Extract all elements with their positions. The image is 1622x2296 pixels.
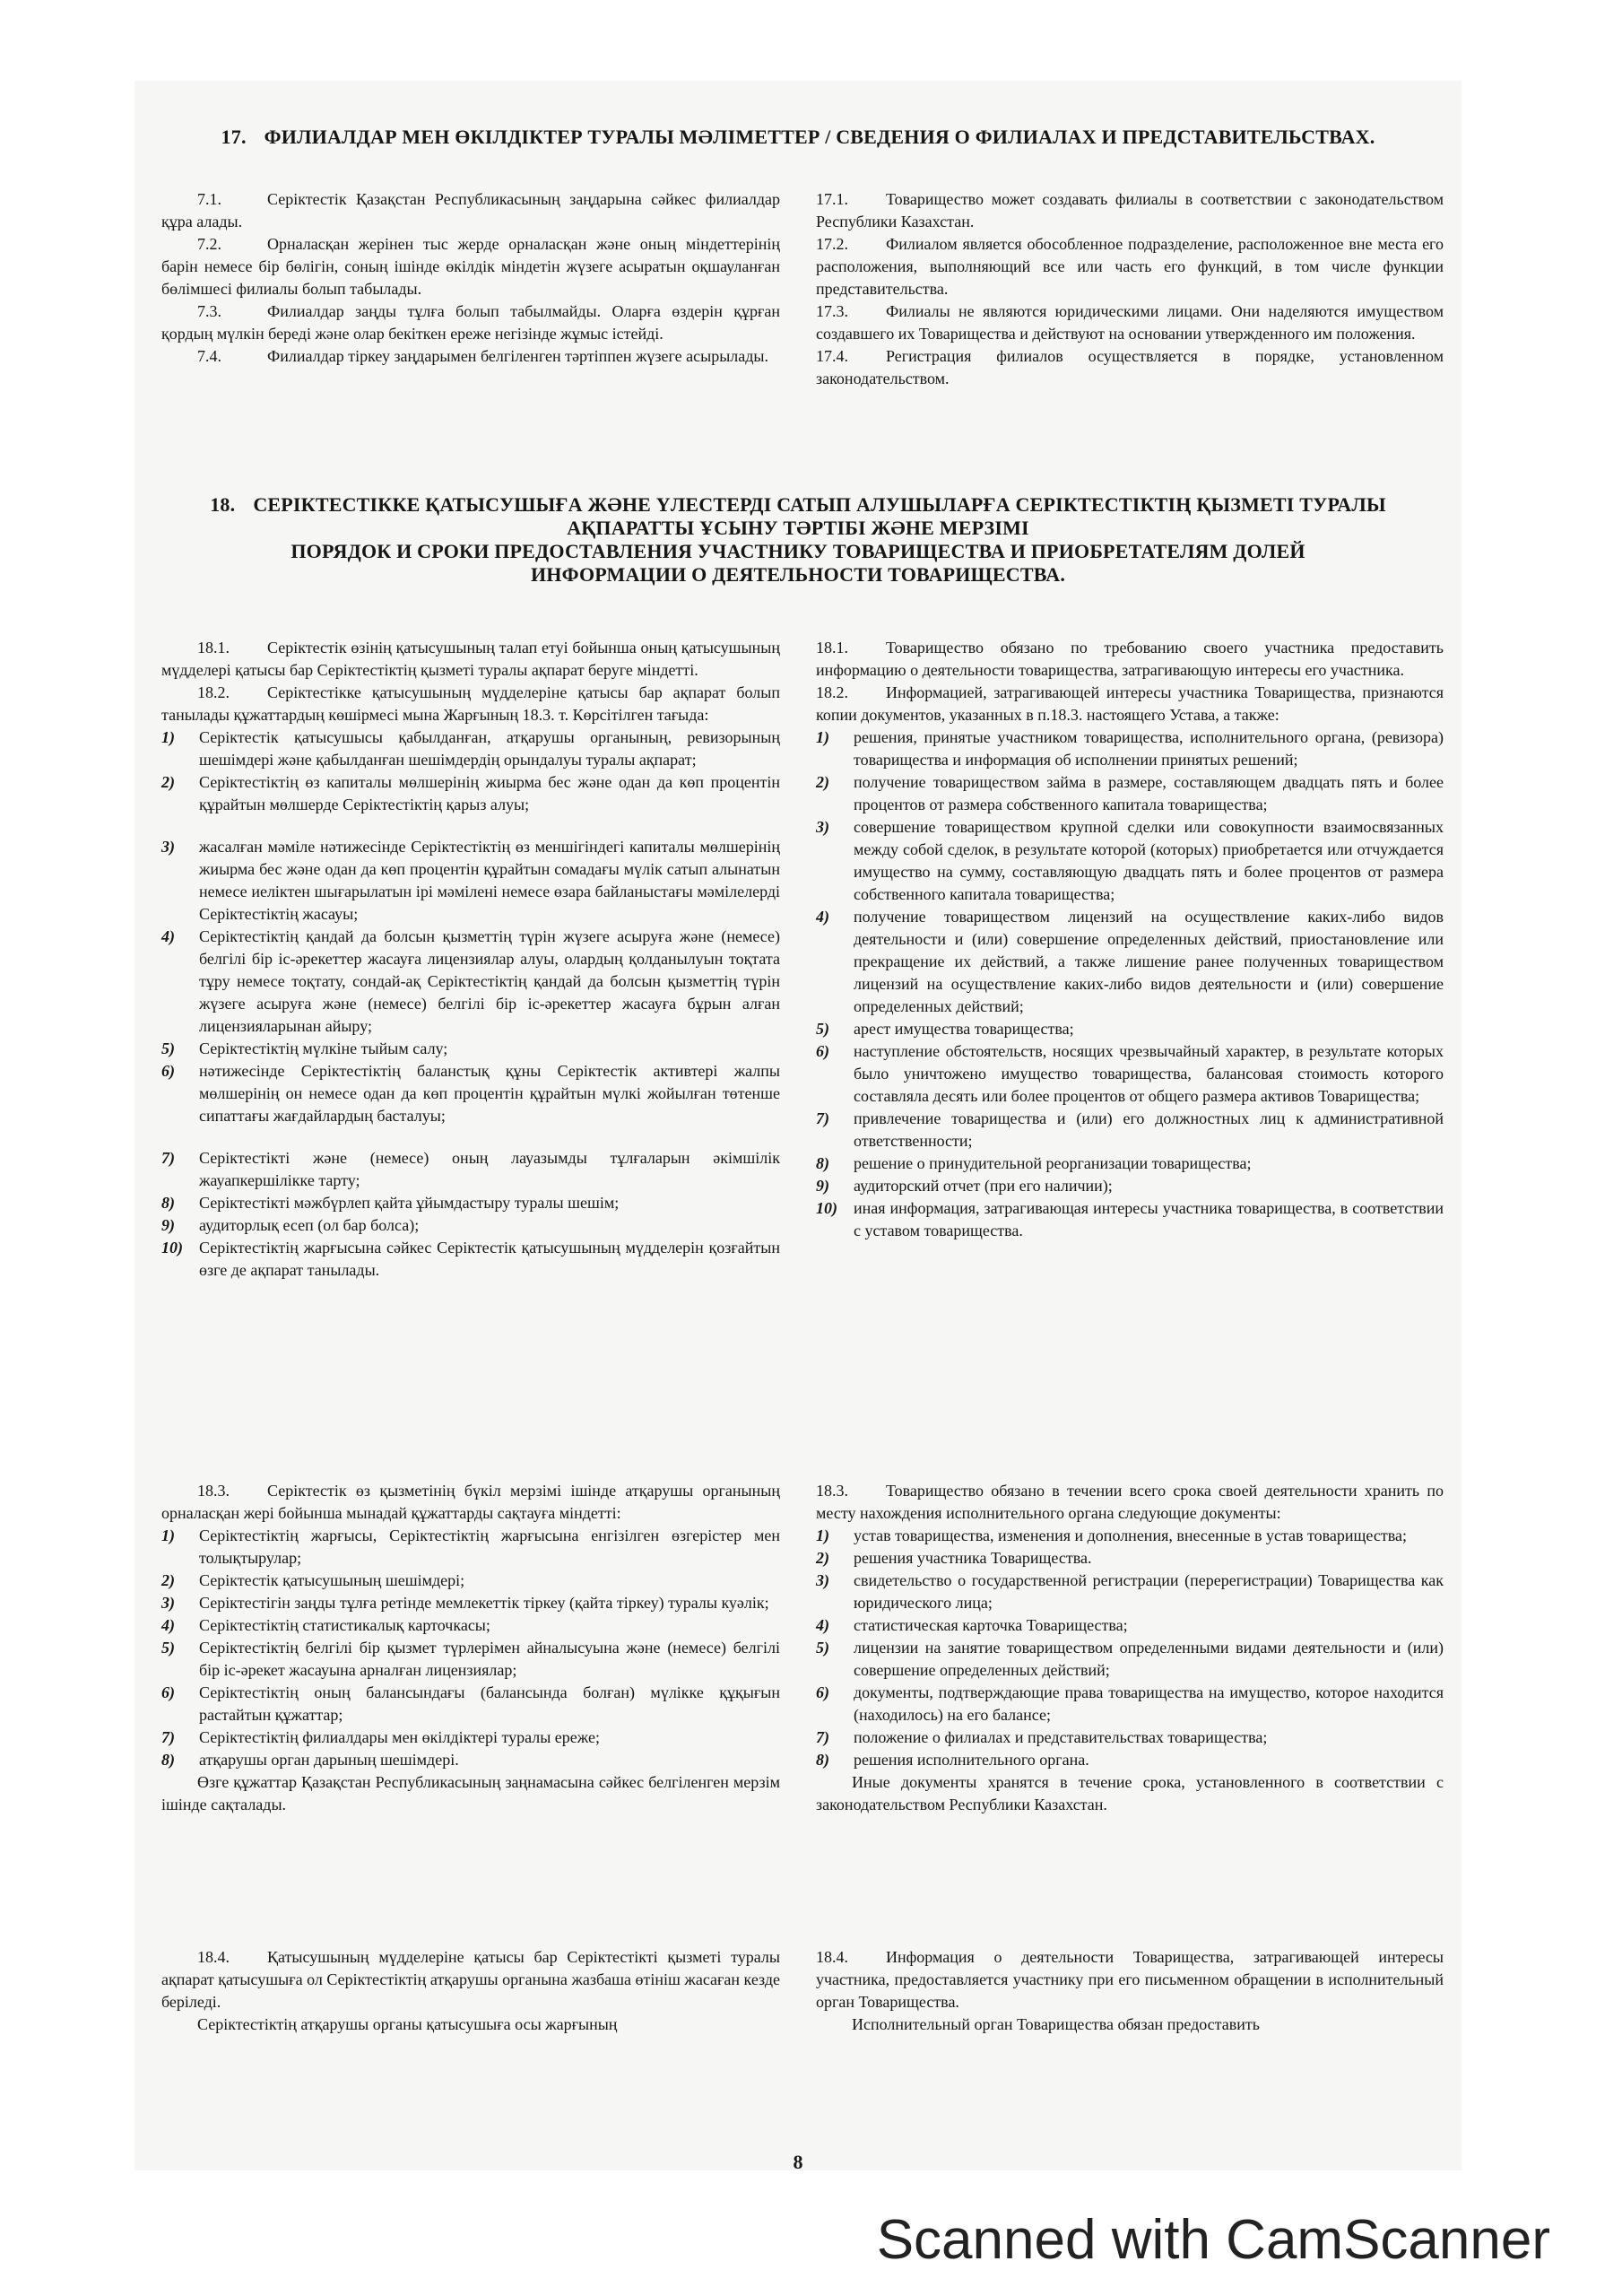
list-item: 5) арест имущества товарищества; <box>816 1020 1074 1038</box>
list-item: 6) наступление обстоятельств, носящих чрезвычайный характер, в результате которых было уничтожено имущество товарищества, балансовая стоимость которого составляла десять или более процентов от общего размера активов Товарищества; <box>816 1042 1444 1105</box>
paragraph: Исполнительный орган Товарищества обязан предоставить <box>852 2015 1260 2033</box>
paragraph: 17.2. Филиалом является обособленное подразделение, расположенное вне места его расположения, выполняющий все или часть его функций, в том числе функции представительства. <box>816 235 1444 298</box>
paragraph: 18.1. Серіктестік өзінің қатысушының талап етуі бойынша оның қатысушының мүдделері қатысы бар Серіктестіктің қызметі туралы ақпарат беруге міндетті. <box>161 639 780 679</box>
list-item: 2) Серіктестік қатысушының шешімдері; <box>161 1571 465 1589</box>
page-number: 8 <box>793 2151 803 2173</box>
list-item: 2) решения участника Товарищества. <box>816 1549 1092 1567</box>
section-18-3-ru <box>816 1480 1444 1816</box>
paragraph: 18.3. Серіктестік өз қызметінің бүкіл мерзімі ішінде атқарушы органының орналасқан жері бойынша мынадай құжаттарды сақтауға міндетті: <box>161 1482 780 1522</box>
paragraph: 7.4. Филиалдар тіркеу заңдарымен белгіленген тәртіппен жүзеге асырылады. <box>197 347 769 365</box>
paragraph: 7.3. Филиалдар заңды тұлға болып табылмайды. Оларға өздерін құрған қордың мүлкін береді және олар бекіткен ереже негізінде жұмыс істейді. <box>161 302 780 343</box>
paragraph: 7.2. Орналасқан жерінен тыс жерде орналасқан және оның міндеттерінің барін немесе бір бөлігін, соның ішінде өкілдік міндетін жүзеге асыратын оқшауланған бөлімшесі филиалы болып табылады. <box>161 235 780 298</box>
list-item: 4) статистическая карточка Товарищества; <box>816 1616 1128 1634</box>
list-item: 6) нәтижесінде Серіктестіктің баланстық құны Серіктестік активтері жалпы мөлшерінің он немесе одан да көп процентін құрайтын мүлкі жойылған төтенше сипаттағы жағдайлардың басталуы; <box>161 1062 780 1125</box>
list-item: 7) Серіктестікті және (немесе) оның лауазымды тұлғаларын әкімшілік жауапкершілікке тарту; <box>161 1149 780 1189</box>
paragraph: 17.3. Филиалы не являются юридическими лицами. Они наделяются имуществом создавшего их Товарищества и действуют на основании утвержденного им положения. <box>816 302 1444 343</box>
list-item: 9) аудиторлық есеп (ол бар болса); <box>161 1216 420 1234</box>
list-item: 7) Серіктестіктің филиалдары мен өкілдіктері туралы ереже; <box>161 1728 600 1746</box>
list-item: 10) иная информация, затрагивающая интересы участника товарищества, в соответствии с уставом товарищества. <box>816 1199 1444 1239</box>
section-17-title: 17. ФИЛИАЛДАР МЕН ӨКІЛДІКТЕР ТУРАЛЫ МӘЛІМЕТТЕР / СВЕДЕНИЯ О ФИЛИАЛАХ И ПРЕДСТАВИТЕЛЬСТВАХ. <box>221 126 1375 148</box>
list-item: 8) решения исполнительного органа. <box>816 1751 1089 1769</box>
paragraph: 18.4. Қатысушының мүдделеріне қатысы бар Серіктестікті қызметі туралы ақпарат қатысушыға ол Серіктестіктің атқарушы органына жазбаша өтініш жасаған кезде беріледі. <box>161 1948 780 2011</box>
list-item: 5) Серіктестіктің белгілі бір қызмет түрлерімен айналысуына және (немесе) белгілі бір іс-әрекет жасауына арналған лицензиялар; <box>161 1639 780 1679</box>
paragraph: 18.2. Серіктестікке қатысушының мүдделеріне қатысы бар ақпарат болып танылады құжаттардың көшірмесі мына Жарғының 18.3. т. Көрсітілген тағыда: <box>161 683 780 724</box>
list-item: 7) привлечение товарищества и (или) его должностных лиц к административной ответственности; <box>816 1109 1444 1150</box>
list-item: 3) совершение товариществом крупной сделки или совокупности взаимосвязанных между собой сделок, в результате которой (которых) приобретается или отчуждается имущество на сумму, составляющую двадцать пять и более процентов от размера собственного капитала товарищества; <box>816 818 1444 903</box>
list-item: 5) лицензии на занятие товариществом определенными видами деятельности и (или) совершение определенных действий; <box>816 1639 1444 1679</box>
paragraph: 18.3. Товарищество обязано в течении всего срока своей деятельности хранить по месту нахождения исполнительного органа следующие документы: <box>816 1482 1444 1522</box>
paragraph: Иные документы хранятся в течение срока, установленного в соответствии с законодательством Республики Казахстан. <box>816 1773 1444 1813</box>
list-item: 5) Серіктестіктің мүлкіне тыйым салу; <box>161 1039 448 1057</box>
list-item: 10) Серіктестіктің жарғысына сәйкес Серіктестік қатысушының мүдделерін қозғайтын өзге де ақпарат танылады. <box>161 1239 780 1279</box>
section-17-kz <box>161 188 780 368</box>
list-item: 4) получение товариществом лицензий на осуществление каких-либо видов деятельности и (или) совершение определенных действий, приостановление или прекращение их действий, а также лишение ранее полученных товариществом лицензий на осуществление каких-либо видов деятельности и (или) совершение определенных действий; <box>816 908 1444 1015</box>
list-item: 8) Серіктестікті мәжбүрлеп қайта ұйымдастыру туралы шешім; <box>161 1194 620 1212</box>
section-18-title: 18. СЕРІКТЕСТІККЕ ҚАТЫСУШЫҒА ЖӘНЕ ҮЛЕСТЕРДІ САТЫП АЛУШЫЛАРҒА СЕРІКТЕСТІКТІҢ ҚЫЗМЕТІ ТУРАЛЫ АҚПАРАТТЫ ҰСЫНУ ТӘРТІБІ ЖӘНЕ МЕРЗІМІ ПОРЯДОК И СРОКИ ПРЕДОСТАВЛЕНИЯ УЧАСТНИКУ ТОВАРИЩЕСТВА И ПРИОБРЕТАТЕЛЯМ ДОЛЕЙ ИНФОРМАЦИИ О ДЕЯТЕЛЬНОСТИ ТОВАРИЩЕСТВА. <box>210 493 1386 586</box>
list-item: 3) Серіктестігін заңды тұлға ретінде мемлекеттік тіркеу (қайта тіркеу) туралы куәлік; <box>161 1594 769 1612</box>
paragraph: 17.4. Регистрация филиалов осуществляется в порядке, установленном законодательством. <box>816 347 1444 387</box>
list-item: 6) Серіктестіктің оның балансындағы (балансында болған) мүлікке құқығын растайтын құжаттар; <box>161 1683 780 1724</box>
section-18-3-kz <box>161 1480 780 1816</box>
list-item: 2) получение товариществом займа в размере, составляющем двадцать пять и более процентов от размера собственного капитала товарищества; <box>816 773 1444 813</box>
paragraph: 18.1. Товарищество обязано по требованию своего участника предоставить информацию о деятельности товарищества, затрагивающую интересы его участника. <box>816 639 1444 679</box>
list-item: 1) Серіктестік қатысушысы қабылданған, атқарушы органының, ревизорының шешімдері және қабылданған шешімдердің орындалуы туралы ақпарат; <box>161 728 780 769</box>
list-item: 8) атқарушы орган дарының шешімдері. <box>161 1751 459 1769</box>
section-18-1-2-ru <box>816 637 1444 1242</box>
list-item: 4) Серіктестіктің статистикалық карточкасы; <box>161 1616 490 1634</box>
paragraph: 7.1. Серіктестік Қазақстан Республикасының заңдарына сәйкес филиалдар құра алады. <box>161 190 780 230</box>
list-item: 2) Серіктестіктің өз капиталы мөлшерінің жиырма бес және одан да көп процентін құрайтын мөлшерде Серіктестіктің қарыз алуы; <box>161 773 780 813</box>
list-item: 6) документы, подтверждающие права товарищества на имущество, которое находится (находилось) на его балансе; <box>816 1683 1444 1724</box>
paragraph: 17.1. Товарищество может создавать филиалы в соответствии с законодательством Республики Казахстан. <box>816 190 1444 230</box>
section-18-1-2-kz <box>161 637 780 1282</box>
paragraph: 18.2. Информацией, затрагивающей интересы участника Товарищества, признаются копии документов, указанных в п.18.3. настоящего Устава, а также: <box>816 683 1444 724</box>
list-item: 8) решение о принудительной реорганизации товарищества; <box>816 1154 1252 1172</box>
paragraph: 18.4. Информация о деятельности Товарищества, затрагивающей интересы участника, предоставляется участнику при его письменном обращении в исполнительный орган Товарищества. <box>816 1948 1444 2011</box>
list-item: 9) аудиторский отчет (при его наличии); <box>816 1177 1113 1195</box>
section-17-ru <box>816 188 1444 390</box>
paragraph: Өзге құжаттар Қазақстан Республикасының заңнамасына сәйкес белгіленген мерзім ішінде сақталады. <box>161 1773 780 1813</box>
camscanner-watermark: Scanned with CamScanner <box>876 2209 1550 2271</box>
list-item: 1) Серіктестіктің жарғысы, Серіктестіктің жарғысына енгізілген өзгерістер мен толықтырулар; <box>161 1526 780 1567</box>
paragraph: Серіктестіктің атқарушы органы қатысушыға осы жарғының <box>197 2015 618 2033</box>
list-item: 1) решения, принятые участником товарищества, исполнительного органа, (ревизора) товарищества и информация об исполнении принятых решений; <box>816 728 1444 769</box>
section-18-4-ru <box>816 1946 1444 2036</box>
list-item: 4) Серіктестіктің қандай да болсын қызметтің түрін жүзеге асыруға және (немесе) белгілі бір іс-әрекеттер жасауға лицензиялар алуы, олардың қолданылуын тоқтата тұру немесе тоқтату, сондай-ақ Серіктестіктің қандай да болсын қызметтің түрін жүзеге асыруға және (немесе) белгілі бір іс-әрекеттер жасауға бұрын алған лицензияларынан айыру; <box>161 927 780 1035</box>
section-18-4-kz <box>161 1946 780 2036</box>
list-item: 1) устав товарищества, изменения и дополнения, внесенные в устав товарищества; <box>816 1526 1407 1544</box>
list-item: 7) положение о филиалах и представительствах товарищества; <box>816 1728 1268 1746</box>
document-page <box>134 81 1462 2173</box>
list-item: 3) жасалған мәміле нәтижесінде Серіктестіктің өз меншігіндегі капиталы мөлшерінің жиырма бес және одан да көп процентін құрайтын сомадағы мүлік сатып алынатын немесе иеліктен шығарылатын ірі мәмілені немесе өзара байланыстағы мәмілелерді Серіктестіктің жасауы; <box>161 838 780 923</box>
list-item: 3) свидетельство о государственной регистрации (перерегистрации) Товарищества как юридического лица; <box>816 1571 1444 1612</box>
